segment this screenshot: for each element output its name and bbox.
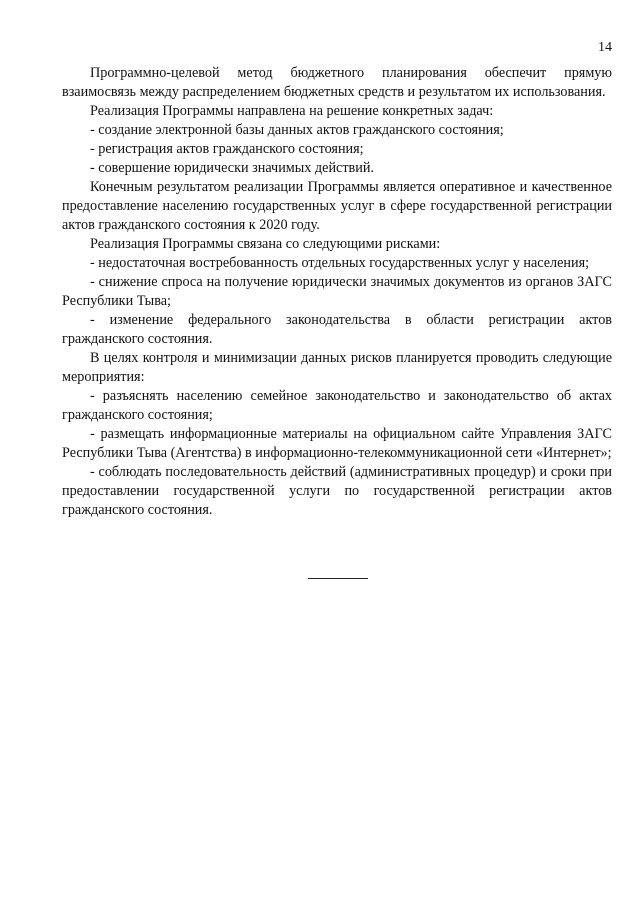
paragraph-tasks-intro: Реализация Программы направлена на решение конкретных задач: bbox=[90, 103, 494, 119]
risk-item: - снижение спроса на получение юридически значимых документов из органов ЗАГС Республики Тыва; bbox=[62, 274, 612, 309]
task-item: - создание электронной базы данных актов гражданского состояния; bbox=[90, 122, 504, 138]
paragraph-method: Программно-целевой метод бюджетного планирования обеспечит прямую взаимосвязь между распределением бюджетных средств и результатом их использования. bbox=[62, 65, 612, 100]
paragraph-measures-intro: В целях контроля и минимизации данных рисков планируется проводить следующие мероприятия: bbox=[62, 350, 612, 385]
risk-item: - изменение федерального законодательства в области регистрации актов гражданского состояния. bbox=[62, 312, 612, 347]
task-item: - регистрация актов гражданского состояния; bbox=[90, 141, 364, 157]
measure-item: - соблюдать последовательность действий (административных процедур) и сроки при предоставлении государственной услуги по государственной регистрации актов гражданского состояния. bbox=[62, 464, 612, 518]
paragraph-risks-intro: Реализация Программы связана со следующими рисками: bbox=[90, 236, 441, 252]
measure-item: - размещать информационные материалы на официальном сайте Управления ЗАГС Республики Тыва (Агентства) в информационно-телекоммуникационной сети «Интернет»; bbox=[62, 426, 612, 461]
measure-item: - разъяснять населению семейное законодательство и законодательство об актах гражданского состояния; bbox=[62, 388, 612, 423]
paragraph-result: Конечным результатом реализации Программы является оперативное и качественное предоставление населению государственных услуг в сфере государственной регистрации актов гражданского состояния к 2020 году. bbox=[62, 179, 612, 233]
document-body bbox=[62, 64, 612, 520]
task-item: - совершение юридически значимых действий. bbox=[90, 160, 374, 176]
end-of-text-rule bbox=[308, 578, 368, 579]
page-number: 14 bbox=[598, 40, 612, 55]
risk-item: - недостаточная востребованность отдельных государственных услуг у населения; bbox=[90, 255, 590, 271]
